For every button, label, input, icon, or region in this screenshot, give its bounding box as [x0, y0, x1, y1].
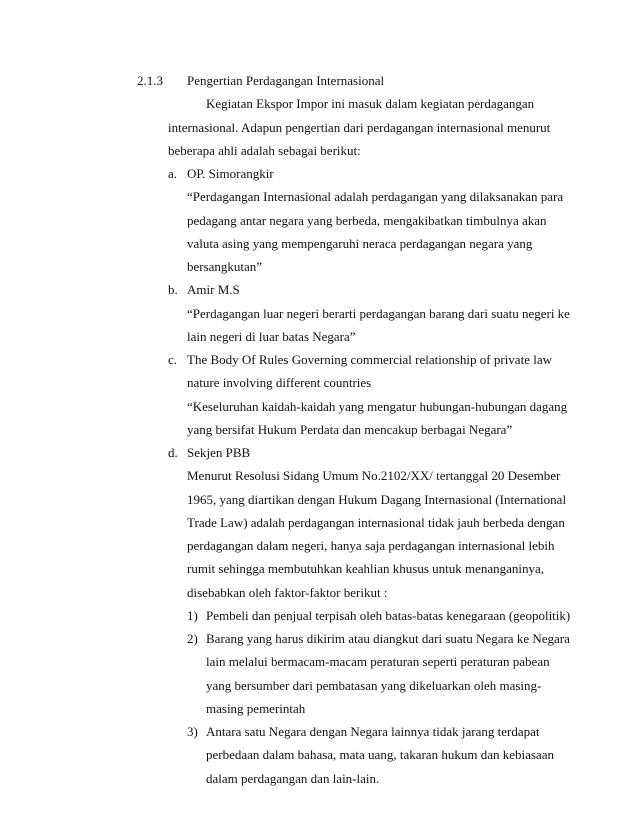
item-line: rumit sehingga membutuhkan keahlian khusus untuk menanganinya, — [187, 561, 545, 576]
factor-line: Barang yang harus dikirim atau diangkut dari suatu Negara ke Negara — [206, 631, 570, 646]
factor-line: masing pemerintah — [206, 701, 306, 716]
factor-line: perbedaan dalam bahasa, mata uang, takaran hukum dan kebiasaan — [206, 747, 554, 762]
item-line: “Perdagangan Internasional adalah perdagangan yang dilaksanakan para — [187, 189, 564, 204]
list-marker: c. — [168, 352, 178, 367]
item-heading: The Body Of Rules Governing commercial relationship of private law — [187, 352, 552, 367]
item-line: pedagang antar negara yang berbeda, mengakibatkan timbulnya akan — [187, 213, 547, 228]
list-marker: d. — [168, 445, 178, 460]
factor-line: Pembeli dan penjual terpisah oleh batas-batas kenegaraan (geopolitik) — [206, 608, 571, 623]
item-line: Menurut Resolusi Sidang Umum No.2102/XX/ tertanggal 20 Desember — [187, 468, 561, 483]
item-line: “Keseluruhan kaidah-kaidah yang mengatur hubungan-hubungan dagang — [187, 399, 568, 414]
item-line: 1965, yang diartikan dengan Hukum Dagang Internasional (International — [187, 492, 567, 507]
item-line: yang bersifat Hukum Perdata dan mencakup berbagai Negara” — [187, 422, 513, 437]
item-heading: OP. Simorangkir — [187, 166, 274, 181]
section-title: Pengertian Perdagangan Internasional — [187, 73, 385, 88]
factor-line: yang bersumber dari pembatasan yang dikeluarkan oleh masing- — [206, 678, 542, 693]
item-line: perdagangan dalam negeri, hanya saja perdagangan internasional lebih — [187, 538, 555, 553]
item-line: valuta asing yang mempengaruhi neraca perdagangan negara yang — [187, 236, 533, 251]
factor-line: lain melalui bermacam-macam peraturan seperti peraturan pabean — [206, 654, 550, 669]
intro-line: Kegiatan Ekspor Impor ini masuk dalam kegiatan perdagangan — [206, 96, 535, 111]
item-line: lain negeri di luar batas Negara” — [187, 329, 356, 344]
item-line: Trade Law) adalah perdagangan internasional tidak jauh berbeda dengan — [187, 515, 565, 530]
list-marker: b. — [168, 282, 178, 297]
factor-marker: 2) — [187, 631, 198, 646]
factor-marker: 3) — [187, 724, 198, 739]
factor-line: Antara satu Negara dengan Negara lainnya tidak jarang terdapat — [206, 724, 540, 739]
item-heading: Sekjen PBB — [187, 445, 251, 460]
item-line: disebabkan oleh faktor-faktor berikut : — [187, 585, 388, 600]
factor-line: dalam perdagangan dan lain-lain. — [206, 771, 380, 786]
item-heading: Amir M.S — [187, 282, 240, 297]
item-line: “Perdagangan luar negeri berarti perdagangan barang dari suatu negeri ke — [187, 306, 570, 321]
item-line: nature involving different countries — [187, 375, 372, 390]
list-marker: a. — [168, 166, 178, 181]
item-line: bersangkutan” — [187, 259, 263, 274]
intro-line: beberapa ahli adalah sebagai berikut: — [168, 143, 361, 158]
factor-marker: 1) — [187, 608, 198, 623]
section-number: 2.1.3 — [137, 73, 163, 88]
intro-line: internasional. Adapun pengertian dari perdagangan internasional menurut — [168, 120, 551, 135]
